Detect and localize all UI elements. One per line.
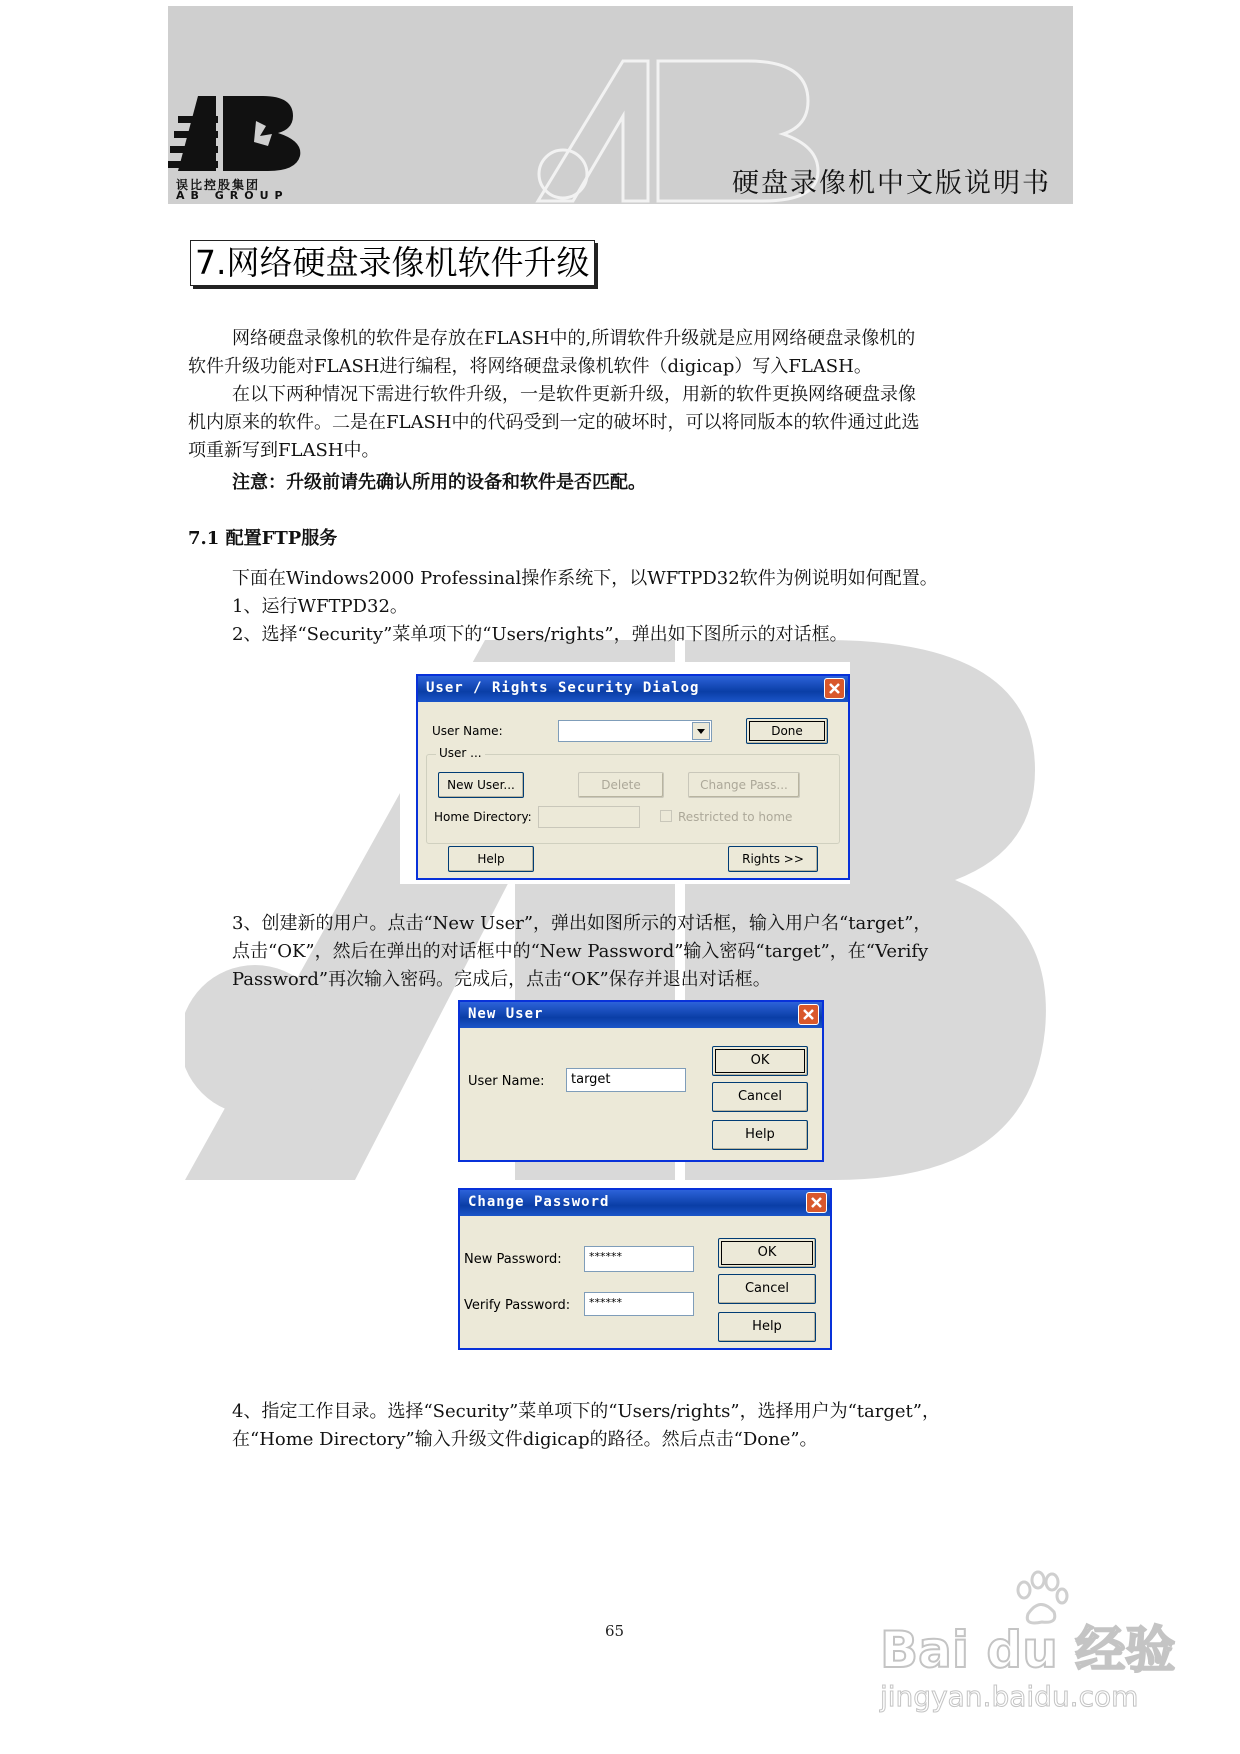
user-group-label: User ... bbox=[436, 746, 485, 760]
intro-line-1: 网络硬盘录像机的软件是存放在FLASH中的,所谓软件升级就是应用网络硬盘录像机的 bbox=[232, 328, 916, 349]
new-password-input[interactable]: ****** bbox=[584, 1246, 694, 1272]
manual-title: 硬盘录像机中文版说明书 bbox=[732, 168, 1051, 199]
intro-line-2: 软件升级功能对FLASH进行编程，将网络硬盘录像机软件（digicap）写入FLASH。 bbox=[188, 356, 872, 377]
subsection-title: 7.1 配置FTP服务 bbox=[188, 528, 338, 549]
user-name-combobox[interactable] bbox=[558, 720, 712, 742]
baidu-url-text: jingyan.baidu.com bbox=[880, 1680, 1139, 1713]
section-title: 7.网络硬盘录像机软件升级 bbox=[190, 240, 595, 286]
step3-line-3: Password”再次输入密码。完成后，点击“OK”保存并退出对话框。 bbox=[232, 969, 771, 990]
intro-line-4: 机内原来的软件。二是在FLASH中的代码受到一定的破坏时，可以将同版本的软件通过此选 bbox=[188, 412, 920, 433]
header-banner bbox=[168, 6, 1073, 204]
change-password-dialog bbox=[458, 1188, 832, 1350]
dropdown-button[interactable] bbox=[692, 722, 710, 740]
intro-line-3: 在以下两种情况下需进行软件升级，一是软件更新升级，用新的软件更换网络硬盘录像 bbox=[232, 384, 916, 405]
close-button[interactable] bbox=[824, 678, 845, 699]
help-button[interactable]: Help bbox=[718, 1312, 816, 1342]
cancel-button[interactable]: Cancel bbox=[712, 1082, 808, 1112]
step4-line-2: 在“Home Directory”输入升级文件digicap的路径。然后点击“Done”。 bbox=[232, 1429, 818, 1450]
dialog-title: Change Password bbox=[468, 1194, 610, 1210]
user-groupbox bbox=[426, 754, 840, 844]
user-name-label: User Name: bbox=[432, 724, 503, 738]
user-name-input[interactable]: target bbox=[566, 1068, 686, 1092]
new-password-label: New Password: bbox=[464, 1252, 562, 1267]
close-icon bbox=[799, 1005, 818, 1024]
delete-button[interactable]: Delete bbox=[578, 772, 664, 798]
baidu-jingyan-watermark bbox=[870, 1570, 1176, 1730]
close-button[interactable] bbox=[806, 1192, 827, 1213]
close-icon bbox=[825, 679, 844, 698]
step3-line-1: 3、创建新的用户。点击“New User”，弹出如图所示的对话框，输入用户名“target”， bbox=[232, 913, 932, 934]
dialog-title: New User bbox=[468, 1006, 544, 1022]
config-line-2: 1、运行WFTPD32。 bbox=[232, 596, 408, 617]
config-line-1: 下面在Windows2000 Professinal操作系统下，以WFTPD32软件为例说明如何配置。 bbox=[232, 568, 938, 589]
change-pass-button[interactable]: Change Pass... bbox=[688, 772, 800, 798]
verify-password-input[interactable]: ****** bbox=[584, 1292, 694, 1316]
verify-password-label: Verify Password: bbox=[464, 1298, 571, 1313]
step4-line-1: 4、指定工作目录。选择“Security”菜单项下的“Users/rights”，选择用户为“target”， bbox=[232, 1401, 940, 1422]
close-button[interactable] bbox=[798, 1004, 819, 1025]
ok-button[interactable]: OK bbox=[718, 1238, 816, 1268]
intro-line-5: 项重新写到FLASH中。 bbox=[188, 440, 380, 461]
home-directory-label: Home Directory: bbox=[434, 810, 532, 824]
restricted-label: Restricted to home bbox=[678, 810, 793, 824]
new-user-button[interactable]: New User... bbox=[438, 772, 524, 798]
new-user-dialog bbox=[458, 1000, 824, 1162]
help-button[interactable]: Help bbox=[712, 1120, 808, 1150]
title-bar bbox=[418, 676, 848, 702]
cancel-button[interactable]: Cancel bbox=[718, 1274, 816, 1304]
baidu-brand-text: Bai du 经验 bbox=[880, 1621, 1176, 1679]
step3-line-2: 点击“OK”，然后在弹出的对话框中的“New Password”输入密码“target”，在“Verify bbox=[232, 941, 929, 962]
restricted-checkbox[interactable] bbox=[660, 810, 672, 822]
user-name-label: User Name: bbox=[468, 1074, 545, 1089]
help-button[interactable]: Help bbox=[448, 846, 534, 872]
user-rights-dialog bbox=[416, 674, 850, 880]
done-button[interactable]: Done bbox=[746, 718, 828, 744]
upgrade-note: 注意：升级前请先确认所用的设备和软件是否匹配。 bbox=[232, 472, 646, 493]
logo-chinese-name: 误比控股集团 bbox=[176, 178, 261, 192]
close-icon bbox=[807, 1193, 826, 1212]
dialog-title: User / Rights Security Dialog bbox=[426, 680, 700, 696]
title-bar bbox=[460, 1002, 822, 1028]
chevron-down-icon bbox=[693, 723, 709, 739]
ok-button[interactable]: OK bbox=[712, 1046, 808, 1076]
page-number: 65 bbox=[605, 1622, 625, 1640]
home-directory-input[interactable] bbox=[538, 806, 640, 828]
rights-button[interactable]: Rights >> bbox=[728, 846, 818, 872]
title-bar bbox=[460, 1190, 830, 1216]
logo-english-name: AB GROUP bbox=[176, 189, 289, 202]
config-line-3: 2、选择“Security”菜单项下的“Users/rights”，弹出如下图所示的对话框。 bbox=[232, 624, 848, 645]
